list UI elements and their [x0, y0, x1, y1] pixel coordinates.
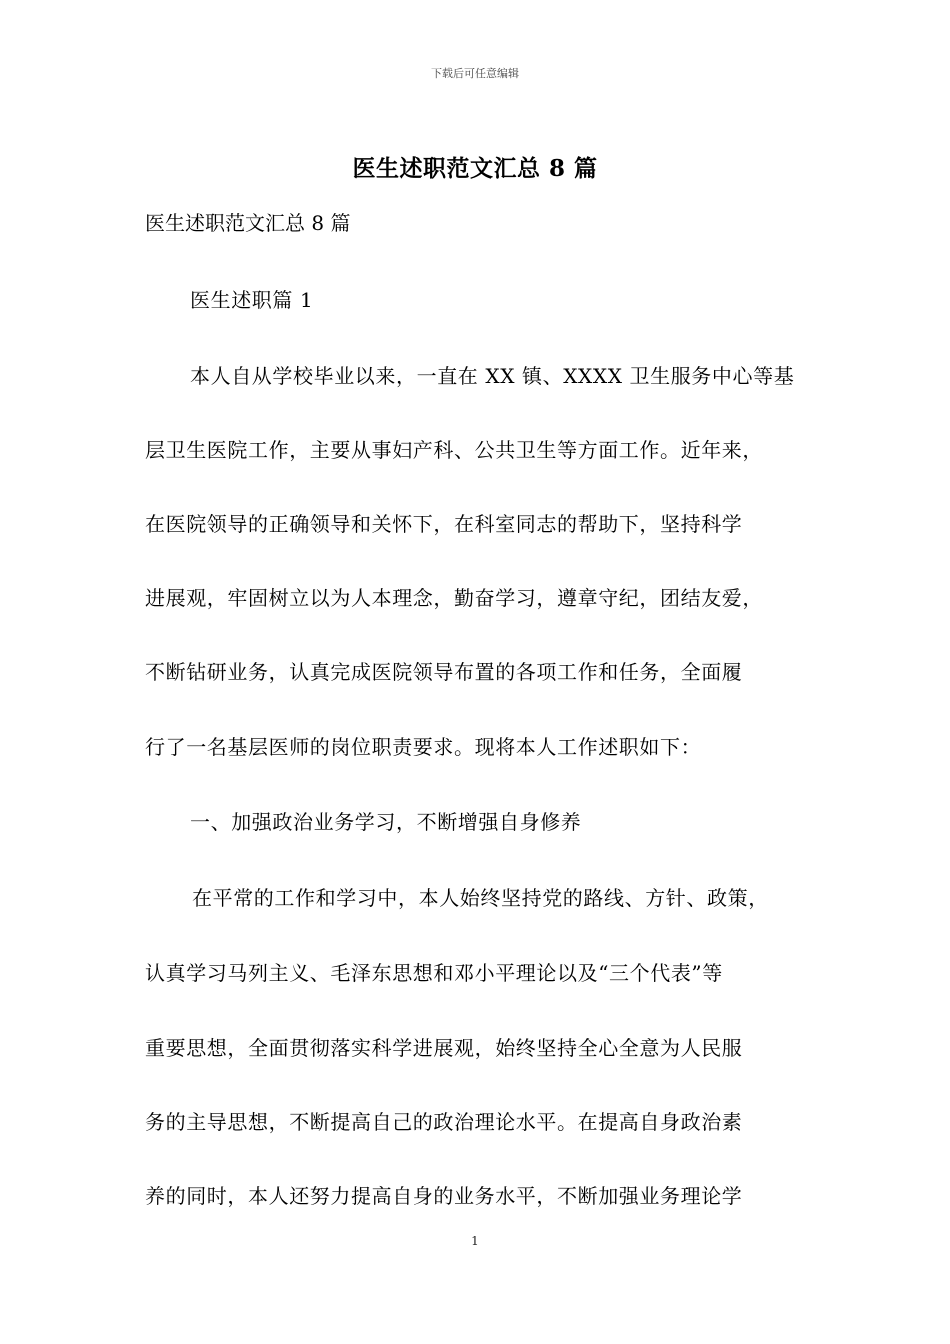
document-subtitle: 医生述职范文汇总 8 篇: [145, 211, 351, 235]
paragraph-line: 在医院领导的正确领导和关怀下，在科室同志的帮助下，坚持科学: [145, 512, 743, 536]
paragraph-line: 进展观，牢固树立以为人本理念，勤奋学习，遵章守纪，团结友爱，: [145, 586, 763, 610]
paragraph-line: 养的同时，本人还努力提高自身的业务水平，不断加强业务理论学: [145, 1184, 743, 1208]
paragraph-line: 在平常的工作和学习中，本人始终坚持党的路线、方针、政策，: [192, 886, 769, 910]
paragraph-line: 本人自从学校毕业以来，一直在 XX 镇、XXXX 卫生服务中心等基: [190, 364, 795, 388]
paragraph-line: 行了一名基层医师的岗位职责要求。现将本人工作述职如下：: [145, 735, 702, 759]
paragraph-line: 认真学习马列主义、毛泽东思想和邓小平理论以及“三个代表”等: [145, 961, 723, 985]
paragraph-line: 不断钻研业务，认真完成医院领导布置的各项工作和任务，全面履: [145, 660, 743, 684]
page-number: 1: [471, 1234, 479, 1248]
section-heading: 医生述职篇 1: [190, 288, 314, 312]
header-note: 下载后可任意编辑: [431, 67, 519, 80]
paragraph-line: 重要思想，全面贯彻落实科学进展观，始终坚持全心全意为人民服: [145, 1036, 743, 1060]
document-title: 医生述职范文汇总 8 篇: [352, 155, 598, 182]
subsection-heading: 一、加强政治业务学习，不断增强自身修养: [190, 810, 582, 834]
paragraph-line: 务的主导思想，不断提高自己的政治理论水平。在提高自身政治素: [145, 1110, 743, 1134]
paragraph-line: 层卫生医院工作，主要从事妇产科、公共卫生等方面工作。近年来，: [145, 438, 763, 462]
